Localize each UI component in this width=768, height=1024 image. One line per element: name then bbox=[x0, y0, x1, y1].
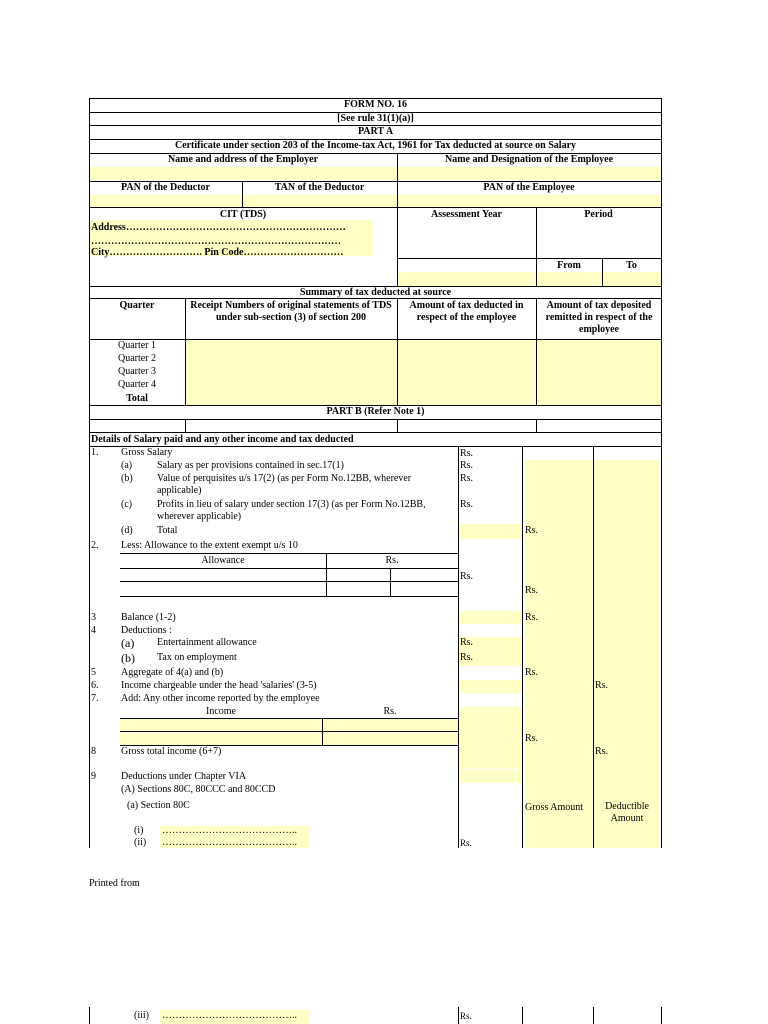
tax-employment-label: Tax on employment bbox=[157, 652, 237, 663]
aggregate-label: Aggregate of 4(a) and (b) bbox=[121, 667, 224, 678]
quarter-total: Total bbox=[126, 393, 148, 404]
item-ii-dots: ………………………………….. bbox=[162, 837, 297, 848]
part-a-title: PART A bbox=[357, 126, 394, 137]
rs-1c: Rs. bbox=[460, 499, 474, 510]
pan-deductor-label: PAN of the Deductor bbox=[121, 182, 210, 193]
to-label: To bbox=[626, 260, 637, 271]
item-iii-dots: ………………………………….. bbox=[162, 1010, 297, 1021]
income-chargeable-label: Income chargeable under the head 'salaries' (3-5) bbox=[121, 680, 317, 691]
amount-deposited-header: Amount of tax deposited remitted in respect of the employee bbox=[545, 300, 653, 335]
address-label: Address………………………………………………………… bbox=[91, 222, 346, 233]
other-income-field[interactable] bbox=[459, 707, 522, 769]
section-80c-label: (a) Section 80C bbox=[127, 800, 190, 811]
details-label: Details of Salary paid and any other income and tax deducted bbox=[91, 434, 354, 445]
assessment-year-field[interactable] bbox=[397, 272, 536, 286]
pan-employee-field[interactable] bbox=[397, 195, 661, 207]
employee-name-label: Name and Designation of the Employee bbox=[444, 154, 614, 165]
col4-fill[interactable] bbox=[525, 460, 594, 848]
part-b-title: PART B (Refer Note 1) bbox=[326, 406, 425, 417]
employer-name-field[interactable] bbox=[90, 167, 397, 180]
deductible-amount-header: Deductible Amount bbox=[605, 801, 649, 824]
assessment-year-label: Assessment Year bbox=[430, 209, 502, 220]
gross-amount-header: Gross Amount bbox=[525, 802, 584, 813]
deductions-label: Deductions : bbox=[121, 625, 172, 636]
item-i-dots: ………………………………….. bbox=[162, 825, 297, 836]
summary-fields[interactable] bbox=[185, 339, 661, 405]
form-rule: [See rule 31(1)(a)] bbox=[337, 113, 414, 124]
add-other-income-label: Add: Any other income reported by the employee bbox=[121, 693, 320, 704]
address-line2: ………………………………………………………………… bbox=[91, 236, 341, 247]
from-label: From bbox=[557, 260, 581, 271]
item-a: (a) bbox=[121, 460, 133, 471]
gross-total-label: Gross total income (6+7) bbox=[121, 746, 222, 757]
num-6: 6. bbox=[91, 680, 99, 691]
period-label: Period bbox=[584, 209, 613, 220]
income-rs-header: Rs. bbox=[383, 706, 397, 717]
pan-deductor-field[interactable] bbox=[90, 195, 242, 207]
period-from-field[interactable] bbox=[536, 272, 602, 286]
pan-employee-label: PAN of the Employee bbox=[483, 182, 575, 193]
item-c: (c) bbox=[121, 499, 133, 510]
allowance-rs-header: Rs. bbox=[385, 555, 399, 566]
cit-label: CIT (TDS) bbox=[219, 209, 267, 220]
employer-name-label: Name and address of the Employer bbox=[167, 154, 319, 165]
quarter-header: Quarter bbox=[119, 300, 155, 311]
rs-3: Rs. bbox=[525, 612, 539, 623]
item-4a: (a) bbox=[121, 636, 135, 650]
amount-deducted-header: Amount of tax deducted in respect of the employee bbox=[409, 300, 524, 323]
rs-1d: Rs. bbox=[525, 525, 539, 536]
rs-2a: Rs. bbox=[460, 571, 474, 582]
less-allowance-label: Less: Allowance to the extent exempt u/s 10 bbox=[121, 540, 298, 551]
quarter-4: Quarter 4 bbox=[117, 379, 157, 390]
num-5: 5 bbox=[91, 667, 96, 678]
income-col-header: Income bbox=[206, 706, 236, 717]
employee-name-field[interactable] bbox=[397, 167, 661, 180]
rs-2b: Rs. bbox=[525, 585, 539, 596]
form-title: FORM NO. 16 bbox=[343, 99, 408, 110]
printed-from: Printed from bbox=[89, 878, 140, 889]
quarter-2: Quarter 2 bbox=[117, 353, 157, 364]
rs-6: Rs. bbox=[595, 680, 609, 691]
chapter-via-label: Deductions under Chapter VIA bbox=[121, 771, 247, 782]
num-4: 4 bbox=[91, 625, 96, 636]
sections-80c-label: (A) Sections 80C, 80CCC and 80CCD bbox=[121, 784, 276, 795]
rs-1a: Rs. bbox=[460, 460, 474, 471]
entertainment-label: Entertainment allowance bbox=[157, 637, 257, 648]
period-to-field[interactable] bbox=[602, 272, 661, 286]
balance-label: Balance (1-2) bbox=[121, 612, 176, 623]
quarter-1: Quarter 1 bbox=[117, 340, 157, 351]
perquisites-17-2: Value of perquisites u/s 17(2) (as per Form No.12BB, wherever applicable) bbox=[157, 473, 412, 496]
item-d: (d) bbox=[121, 525, 133, 536]
num-1: 1. bbox=[91, 447, 99, 458]
num-7: 7. bbox=[91, 693, 99, 704]
item-4b: (b) bbox=[121, 651, 135, 665]
total-1d-field[interactable] bbox=[459, 524, 522, 539]
salary-17-1: Salary as per provisions contained in sec.17(1) bbox=[157, 460, 344, 471]
num-8: 8 bbox=[91, 746, 96, 757]
rs-4b: Rs. bbox=[460, 652, 474, 663]
ded-80c-field[interactable] bbox=[459, 770, 522, 783]
num-2: 2. bbox=[91, 540, 99, 551]
total-1d-label: Total bbox=[157, 525, 178, 536]
certificate-title: Certificate under section 203 of the Income-tax Act, 1961 for Tax deducted at source on Salary bbox=[174, 140, 577, 151]
city-pin-label: City………………………. Pin Code………………………… bbox=[91, 247, 344, 258]
rs-4a: Rs. bbox=[460, 637, 474, 648]
num-3: 3 bbox=[91, 612, 96, 623]
gross-salary-label: Gross Salary bbox=[121, 447, 173, 458]
rs-ii: Rs. bbox=[460, 838, 472, 848]
rs-7: Rs. bbox=[525, 733, 539, 744]
rs-iii: Rs. bbox=[460, 1011, 472, 1021]
rs-0: Rs. bbox=[460, 448, 474, 459]
item-b: (b) bbox=[121, 473, 133, 484]
item-iii-label: (iii) bbox=[134, 1010, 149, 1021]
col5-fill[interactable] bbox=[594, 460, 660, 848]
summary-title: Summary of tax deducted at source bbox=[299, 287, 452, 298]
receipt-header: Receipt Numbers of original statements of TDS under sub-section (3) of section 200 bbox=[190, 300, 392, 323]
item-i-label: (i) bbox=[134, 825, 144, 836]
profits-17-3: Profits in lieu of salary under section 17(3) (as per Form No.12BB, wherever applicable) bbox=[157, 499, 426, 522]
rs-1b: Rs. bbox=[460, 473, 474, 484]
rs-5: Rs. bbox=[525, 667, 539, 678]
quarter-3: Quarter 3 bbox=[117, 366, 157, 377]
rs-8: Rs. bbox=[595, 746, 609, 757]
balance-3-field[interactable] bbox=[459, 611, 522, 624]
income-6-field[interactable] bbox=[459, 680, 522, 693]
item-ii-label: (ii) bbox=[134, 837, 147, 848]
allowance-col-header: Allowance bbox=[201, 555, 245, 566]
tan-deductor-field[interactable] bbox=[242, 195, 397, 207]
tan-deductor-label: TAN of the Deductor bbox=[274, 182, 365, 193]
num-9: 9 bbox=[91, 771, 96, 782]
